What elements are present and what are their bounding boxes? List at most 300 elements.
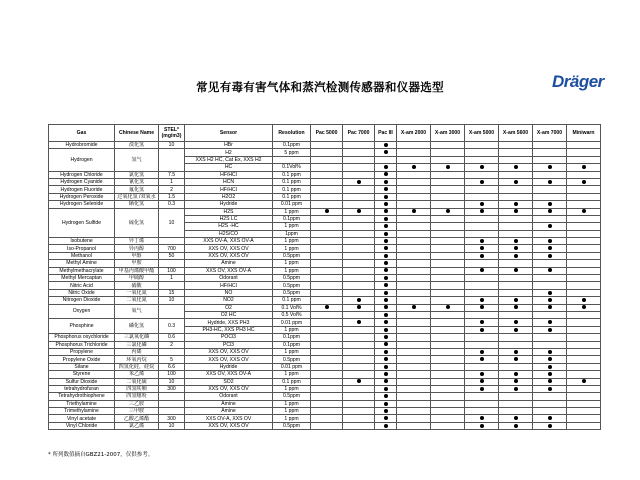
device-cell <box>397 297 431 304</box>
device-cell <box>567 319 601 326</box>
device-cell <box>431 215 465 222</box>
device-cell <box>533 267 567 274</box>
table-row <box>49 282 601 289</box>
device-cell <box>311 230 343 237</box>
device-cell <box>499 334 533 341</box>
device-cell <box>311 260 343 267</box>
device-cell <box>499 156 533 163</box>
device-cell <box>431 156 465 163</box>
supported-dot-icon <box>514 239 518 243</box>
device-cell <box>343 223 375 230</box>
chinese-name-cell: 苯乙烯 <box>115 371 159 378</box>
device-cell <box>533 348 567 355</box>
chinese-name-cell: 一氧化氮 <box>115 289 159 296</box>
resolution-cell: 1 ppm <box>273 260 311 267</box>
resolution-cell: 0.1ppm <box>273 215 311 222</box>
stel-cell: 1.5 <box>159 193 185 200</box>
supported-dot-icon <box>446 209 450 213</box>
gas-cell: Phosphorus oxychloride <box>49 334 115 341</box>
device-cell <box>431 415 465 422</box>
device-cell <box>533 223 567 230</box>
device-cell <box>397 371 431 378</box>
gas-cell: Trimethylamine <box>49 408 115 415</box>
device-cell <box>499 356 533 363</box>
supported-dot-icon <box>514 387 518 391</box>
column-header: Chinese Name <box>115 125 159 142</box>
device-cell <box>567 223 601 230</box>
device-cell <box>533 238 567 245</box>
sensor-cell: Amine <box>185 260 273 267</box>
device-cell <box>343 156 375 163</box>
chinese-name-cell: 三甲胺 <box>115 408 159 415</box>
chinese-name-cell: 四氢呋喃 <box>115 385 159 392</box>
device-cell <box>375 208 397 215</box>
chinese-name-cell: 四氢化硅，硅烷 <box>115 363 159 370</box>
table-row <box>49 356 601 363</box>
device-cell <box>499 142 533 149</box>
device-cell <box>465 356 499 363</box>
supported-dot-icon <box>384 180 388 184</box>
table-row <box>49 260 601 267</box>
supported-dot-icon <box>514 416 518 420</box>
device-cell <box>397 193 431 200</box>
supported-dot-icon <box>514 298 518 302</box>
stel-cell <box>159 304 185 319</box>
stel-cell <box>159 282 185 289</box>
device-cell <box>311 208 343 215</box>
resolution-cell: 0.01 ppm <box>273 201 311 208</box>
device-cell <box>343 178 375 185</box>
device-cell <box>343 319 375 326</box>
supported-dot-icon <box>384 372 388 376</box>
device-cell <box>465 156 499 163</box>
device-cell <box>431 319 465 326</box>
device-cell <box>499 178 533 185</box>
gas-cell: Hydrogen Sulfide <box>49 208 115 238</box>
gas-cell: Hydrogen Chloride <box>49 171 115 178</box>
device-cell <box>343 208 375 215</box>
supported-dot-icon <box>384 379 388 383</box>
device-cell <box>567 171 601 178</box>
supported-dot-icon <box>480 416 484 420</box>
device-cell <box>567 245 601 252</box>
device-cell <box>567 252 601 259</box>
gas-cell: tetrahydrofuran <box>49 385 115 392</box>
device-cell <box>397 311 431 318</box>
device-cell <box>465 208 499 215</box>
supported-dot-icon <box>582 379 586 383</box>
table-row <box>49 142 601 149</box>
stel-cell: 300 <box>159 385 185 392</box>
device-cell <box>499 415 533 422</box>
chinese-name-cell: 氢气 <box>115 149 159 171</box>
table-row <box>49 400 601 407</box>
device-cell <box>375 371 397 378</box>
device-cell <box>311 238 343 245</box>
device-cell <box>343 164 375 171</box>
supported-dot-icon <box>446 305 450 309</box>
device-cell <box>465 252 499 259</box>
device-cell <box>311 149 343 156</box>
device-cell <box>567 348 601 355</box>
sensor-cell: SO2 <box>185 378 273 385</box>
device-cell <box>533 178 567 185</box>
device-cell <box>397 289 431 296</box>
device-cell <box>533 378 567 385</box>
device-cell <box>343 311 375 318</box>
device-cell <box>375 230 397 237</box>
device-cell <box>567 356 601 363</box>
device-cell <box>375 400 397 407</box>
supported-dot-icon <box>514 165 518 169</box>
device-cell <box>499 171 533 178</box>
sensor-cell: XXS OV-A, XXS OV-A <box>185 238 273 245</box>
device-cell <box>533 363 567 370</box>
device-cell <box>499 297 533 304</box>
device-cell <box>375 149 397 156</box>
supported-dot-icon <box>480 298 484 302</box>
supported-dot-icon <box>480 202 484 206</box>
device-cell <box>465 267 499 274</box>
supported-dot-icon <box>384 276 388 280</box>
chinese-name-cell: 氧气 <box>115 304 159 319</box>
device-cell <box>499 275 533 282</box>
device-cell <box>431 408 465 415</box>
device-cell <box>375 378 397 385</box>
supported-dot-icon <box>384 202 388 206</box>
supported-dot-icon <box>480 387 484 391</box>
device-cell <box>375 215 397 222</box>
supported-dot-icon <box>384 291 388 295</box>
supported-dot-icon <box>582 165 586 169</box>
table-row <box>49 275 601 282</box>
device-cell <box>343 393 375 400</box>
column-header: X-am 2000 <box>397 125 431 142</box>
table-row <box>49 408 601 415</box>
resolution-cell: 0.5 Vol% <box>273 311 311 318</box>
device-cell <box>397 378 431 385</box>
gas-cell: Vinyl acetate <box>49 415 115 422</box>
device-cell <box>343 201 375 208</box>
device-cell <box>533 245 567 252</box>
resolution-cell: 0.1 ppm <box>273 193 311 200</box>
sensor-cell: HC <box>185 164 273 171</box>
device-cell <box>533 193 567 200</box>
gas-cell: Nitric Acid <box>49 282 115 289</box>
sensor-cell: POCl3 <box>185 334 273 341</box>
device-cell <box>465 408 499 415</box>
chinese-name-cell: 三氯化磷 <box>115 341 159 348</box>
resolution-cell: 1 ppm <box>273 238 311 245</box>
device-cell <box>465 178 499 185</box>
device-cell <box>375 348 397 355</box>
supported-dot-icon <box>412 165 416 169</box>
table-row <box>49 186 601 193</box>
device-cell <box>567 363 601 370</box>
supported-dot-icon <box>357 298 361 302</box>
device-cell <box>343 408 375 415</box>
device-cell <box>567 282 601 289</box>
device-cell <box>431 400 465 407</box>
device-cell <box>375 297 397 304</box>
device-cell <box>311 341 343 348</box>
device-cell <box>567 156 601 163</box>
gas-cell: Nitrogen Dioxide <box>49 297 115 304</box>
device-cell <box>431 326 465 333</box>
device-cell <box>465 400 499 407</box>
device-cell <box>431 304 465 311</box>
device-cell <box>431 149 465 156</box>
chinese-name-cell: 氰化氢 <box>115 178 159 185</box>
device-cell <box>431 311 465 318</box>
device-cell <box>397 178 431 185</box>
column-header: Resolution <box>273 125 311 142</box>
sensor-cell: HCN <box>185 178 273 185</box>
device-cell <box>567 400 601 407</box>
supported-dot-icon <box>480 350 484 354</box>
table-row <box>49 348 601 355</box>
supported-dot-icon <box>384 254 388 258</box>
device-cell <box>533 304 567 311</box>
device-cell <box>533 334 567 341</box>
device-cell <box>343 415 375 422</box>
device-cell <box>533 201 567 208</box>
device-cell <box>311 171 343 178</box>
stel-cell: 10 <box>159 422 185 429</box>
gas-cell: Hydrogen Fluoride <box>49 186 115 193</box>
device-cell <box>431 371 465 378</box>
table-row <box>49 363 601 370</box>
chinese-name-cell: 环氧丙烷 <box>115 356 159 363</box>
supported-dot-icon <box>357 209 361 213</box>
device-cell <box>397 334 431 341</box>
device-cell <box>397 208 431 215</box>
column-header: X-am 7000 <box>533 125 567 142</box>
device-cell <box>499 311 533 318</box>
resolution-cell: 1 ppm <box>273 348 311 355</box>
supported-dot-icon <box>384 261 388 265</box>
device-cell <box>343 341 375 348</box>
gas-cell: Methylmethacrylate <box>49 267 115 274</box>
device-cell <box>311 267 343 274</box>
device-cell <box>397 275 431 282</box>
device-cell <box>375 334 397 341</box>
supported-dot-icon <box>582 209 586 213</box>
device-cell <box>397 363 431 370</box>
device-cell <box>311 400 343 407</box>
device-cell <box>311 334 343 341</box>
chinese-name-cell: 异丙醇 <box>115 245 159 252</box>
device-cell <box>375 201 397 208</box>
device-cell <box>567 186 601 193</box>
device-cell <box>499 326 533 333</box>
supported-dot-icon <box>548 202 552 206</box>
supported-dot-icon <box>514 246 518 250</box>
supported-dot-icon <box>384 365 388 369</box>
supported-dot-icon <box>548 209 552 213</box>
device-cell <box>397 223 431 230</box>
resolution-cell: 0.5ppm <box>273 422 311 429</box>
device-cell <box>311 201 343 208</box>
device-cell <box>533 408 567 415</box>
device-cell <box>533 186 567 193</box>
sensor-cell: XXS OV, XXS OV <box>185 422 273 429</box>
gas-cell: Isobutene <box>49 238 115 245</box>
supported-dot-icon <box>548 165 552 169</box>
stel-cell: 10 <box>159 297 185 304</box>
device-cell <box>567 289 601 296</box>
device-cell <box>375 311 397 318</box>
device-cell <box>311 282 343 289</box>
supported-dot-icon <box>384 357 388 361</box>
device-cell <box>343 304 375 311</box>
device-cell <box>397 408 431 415</box>
column-header: Sensor <box>185 125 273 142</box>
chinese-name-cell: 硝酸 <box>115 282 159 289</box>
device-cell <box>567 326 601 333</box>
device-cell <box>465 422 499 429</box>
device-cell <box>397 304 431 311</box>
device-cell <box>567 230 601 237</box>
device-cell <box>499 371 533 378</box>
gas-cell: Phosphine <box>49 319 115 334</box>
supported-dot-icon <box>357 305 361 309</box>
supported-dot-icon <box>480 379 484 383</box>
device-cell <box>499 238 533 245</box>
supported-dot-icon <box>548 424 552 428</box>
stel-cell: 50 <box>159 252 185 259</box>
device-cell <box>311 393 343 400</box>
device-cell <box>465 193 499 200</box>
sensor-cell: XXS OV, XXS OV <box>185 252 273 259</box>
device-cell <box>533 400 567 407</box>
device-cell <box>533 208 567 215</box>
chinese-name-cell: 氯化氢 <box>115 171 159 178</box>
device-cell <box>567 142 601 149</box>
device-cell <box>465 215 499 222</box>
device-cell <box>431 245 465 252</box>
device-cell <box>567 415 601 422</box>
supported-dot-icon <box>384 313 388 317</box>
device-cell <box>375 326 397 333</box>
sensor-cell: Hydride <box>185 363 273 370</box>
resolution-cell: 5 ppm <box>273 149 311 156</box>
device-cell <box>499 422 533 429</box>
device-cell <box>465 371 499 378</box>
device-cell <box>533 260 567 267</box>
gas-cell: Silane <box>49 363 115 370</box>
table-row <box>49 422 601 429</box>
sensor-cell: HF/HCl <box>185 171 273 178</box>
gas-cell: Hydrobromide <box>49 142 115 149</box>
gas-cell: Propylene Oxide <box>49 356 115 363</box>
column-header: Miniwarn <box>567 125 601 142</box>
supported-dot-icon <box>548 365 552 369</box>
resolution-cell: 1 ppm <box>273 267 311 274</box>
device-cell <box>431 289 465 296</box>
device-cell <box>343 245 375 252</box>
table-row <box>49 385 601 392</box>
device-cell <box>431 142 465 149</box>
gas-cell: Methanol <box>49 252 115 259</box>
stel-cell: 10 <box>159 142 185 149</box>
sensor-selection-table <box>48 124 601 430</box>
sensor-cell: PH3-HC, XXS PH3 HC <box>185 326 273 333</box>
device-cell <box>343 193 375 200</box>
gas-cell: Tetrahydrothiophene <box>49 393 115 400</box>
device-cell <box>431 341 465 348</box>
supported-dot-icon <box>514 424 518 428</box>
resolution-cell: 0.1Vol% <box>273 164 311 171</box>
device-cell <box>567 371 601 378</box>
device-cell <box>375 164 397 171</box>
resolution-cell: 0.1 ppm <box>273 171 311 178</box>
table-row <box>49 393 601 400</box>
sensor-cell: Odorant <box>185 275 273 282</box>
device-cell <box>397 201 431 208</box>
device-cell <box>375 282 397 289</box>
resolution-cell: 1 ppm <box>273 385 311 392</box>
supported-dot-icon <box>548 320 552 324</box>
device-cell <box>375 356 397 363</box>
device-cell <box>499 208 533 215</box>
device-cell <box>311 156 343 163</box>
device-cell <box>311 215 343 222</box>
device-cell <box>465 245 499 252</box>
device-cell <box>499 408 533 415</box>
sensor-cell: XXS OV, XXS OV <box>185 385 273 392</box>
device-cell <box>533 275 567 282</box>
table-row <box>49 201 601 208</box>
chinese-name-cell: 溴化氢 <box>115 142 159 149</box>
supported-dot-icon <box>548 246 552 250</box>
sensor-cell: XXS OV, XXS OV-A <box>185 371 273 378</box>
gas-cell: Hydrogen Peroxide <box>49 193 115 200</box>
device-cell <box>567 267 601 274</box>
device-cell <box>567 334 601 341</box>
device-cell <box>311 319 343 326</box>
supported-dot-icon <box>384 195 388 199</box>
device-cell <box>465 282 499 289</box>
supported-dot-icon <box>384 209 388 213</box>
stel-cell: 2 <box>159 341 185 348</box>
resolution-cell: 0.5ppm <box>273 275 311 282</box>
table-row <box>49 193 601 200</box>
supported-dot-icon <box>384 143 388 147</box>
supported-dot-icon <box>548 379 552 383</box>
device-cell <box>465 223 499 230</box>
supported-dot-icon <box>480 320 484 324</box>
device-cell <box>431 223 465 230</box>
device-cell <box>533 385 567 392</box>
device-cell <box>533 371 567 378</box>
device-cell <box>533 142 567 149</box>
supported-dot-icon <box>384 165 388 169</box>
device-cell <box>431 230 465 237</box>
device-cell <box>465 415 499 422</box>
device-cell <box>465 319 499 326</box>
device-cell <box>311 326 343 333</box>
table-row <box>49 289 601 296</box>
sensor-cell: Hydride <box>185 201 273 208</box>
device-cell <box>375 422 397 429</box>
sensor-cell: XXS OV, XXS OV <box>185 245 273 252</box>
device-cell <box>499 289 533 296</box>
supported-dot-icon <box>384 335 388 339</box>
supported-dot-icon <box>548 291 552 295</box>
supported-dot-icon <box>384 239 388 243</box>
device-cell <box>397 267 431 274</box>
